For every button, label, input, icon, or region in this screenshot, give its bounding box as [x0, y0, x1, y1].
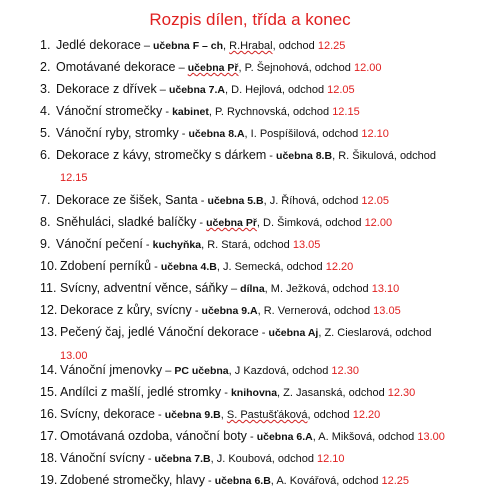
departure-time: 12.25 — [381, 475, 410, 487]
item-text — [56, 237, 320, 253]
separator: - — [142, 239, 153, 251]
item-text — [60, 429, 445, 445]
item-text — [60, 303, 401, 319]
departure-label: , odchod — [281, 84, 328, 96]
departure-label: , odchod — [307, 409, 353, 421]
teacher-name: A. Mikšová — [318, 431, 373, 443]
separator: , — [223, 40, 230, 52]
room-name: kuchyňka — [152, 239, 202, 251]
item-number: 1. — [40, 38, 51, 52]
item-number: 10. — [40, 259, 58, 273]
separator: , — [238, 62, 245, 74]
teacher-name: J. Říhová — [269, 195, 317, 207]
teacher-name: Z. Jasanská — [283, 387, 343, 399]
separator: , — [225, 84, 232, 96]
departure-label: , odchod — [393, 150, 437, 162]
item-text — [56, 148, 436, 164]
departure-time: 12.20 — [352, 409, 381, 421]
item-text — [56, 104, 360, 120]
workshop-name: Vánoční jmenovky — [60, 363, 163, 377]
departure-time: 12.00 — [364, 217, 393, 229]
item-text — [60, 385, 415, 401]
workshop-name: Svícny, adventní věnce, sáňky — [60, 281, 228, 295]
workshop-name: Dekorace z kávy, stromečky s dárkem — [56, 148, 267, 162]
separator: , — [216, 261, 223, 273]
room-name: učebna 5.B — [207, 195, 264, 207]
workshop-name: Zdobené stromečky, hlavy — [60, 473, 205, 487]
separator: , — [244, 128, 251, 140]
workshop-name: Dekorace z dřívek — [56, 82, 157, 96]
workshop-name: Zdobení perníků — [60, 259, 152, 273]
departure-label: , odchod — [372, 431, 418, 443]
workshop-name: Vánoční ryby, stromky — [56, 126, 179, 140]
item-number: 8. — [40, 215, 51, 229]
workshop-name: Jedlé dekorace — [56, 38, 141, 52]
departure-time: 13.00 — [60, 350, 88, 362]
item-text — [60, 451, 345, 467]
item-number: 12. — [40, 303, 58, 317]
workshop-name: Svícny, dekorace — [60, 407, 155, 421]
departure-time: 13.05 — [292, 239, 321, 251]
departure-time: 13.10 — [371, 283, 400, 295]
departure-time: 12.30 — [387, 387, 416, 399]
separator: - — [204, 475, 215, 487]
separator: , — [201, 239, 208, 251]
separator: , — [264, 283, 271, 295]
teacher-name: R. Šikulová — [338, 150, 394, 162]
departure-time: 12.15 — [332, 106, 360, 118]
room-name: kabinet — [172, 106, 209, 118]
room-name: učebna F – ch — [153, 40, 224, 52]
departure-label: , odchod — [247, 239, 293, 251]
workshop-name: Andílci z mašlí, jedlé stromky — [60, 385, 222, 399]
item-number: 13. — [40, 325, 58, 339]
separator: , — [220, 409, 227, 421]
departure-label: , odchod — [336, 475, 382, 487]
departure-label: , odchod — [326, 283, 372, 295]
room-name: knihovna — [230, 387, 278, 399]
teacher-name: J. Koubová — [216, 453, 272, 465]
item-text — [56, 126, 389, 142]
departure-label: , odchod — [308, 62, 354, 74]
separator: , — [270, 475, 277, 487]
item-number: 14. — [40, 363, 58, 377]
separator: , — [208, 106, 215, 118]
item-text — [60, 363, 359, 379]
item-number: 18. — [40, 451, 58, 465]
separator: - — [197, 195, 208, 207]
item-number: 5. — [40, 126, 51, 140]
teacher-name: A. Kovářová — [276, 475, 337, 487]
separator: , — [228, 365, 235, 377]
separator: , — [332, 150, 339, 162]
departure-time: 12.20 — [325, 261, 354, 273]
separator: – — [227, 283, 241, 295]
room-name: učebna Př — [206, 217, 257, 229]
room-name: učebna 7.A — [168, 84, 225, 96]
separator: - — [246, 431, 257, 443]
departure-time: 12.10 — [361, 128, 389, 140]
departure-label: , odchod — [327, 305, 374, 317]
item-text — [56, 60, 381, 76]
separator: - — [196, 217, 207, 229]
workshop-name: Omotávaná ozdoba, vánoční boty — [60, 429, 247, 443]
teacher-name: R. Vernerová — [263, 305, 328, 317]
separator: - — [266, 150, 277, 162]
separator: – — [156, 84, 169, 96]
item-text — [60, 407, 380, 423]
room-name: učebna Př — [187, 62, 239, 74]
separator: - — [221, 387, 231, 399]
workshop-name: Vánoční svícny — [60, 451, 145, 465]
teacher-name: J Kazdová — [234, 365, 287, 377]
departure-time: 13.05 — [373, 305, 401, 317]
departure-label: , odchod — [280, 261, 326, 273]
item-number: 15. — [40, 385, 58, 399]
departure-time: 12.10 — [317, 453, 345, 465]
teacher-name: R. Stará — [207, 239, 248, 251]
separator: - — [144, 453, 155, 465]
separator: - — [191, 305, 202, 317]
departure-time: 12.25 — [317, 40, 346, 52]
teacher-name: R.Hrabal — [229, 40, 273, 52]
document-title: Rozpis dílen, třída a konec — [149, 10, 351, 29]
separator: , — [263, 195, 270, 207]
room-name: učebna 6.A — [256, 431, 313, 443]
separator: - — [154, 409, 165, 421]
teacher-name: J. Semecká — [222, 261, 281, 273]
teacher-name: S. Pastušťáková — [226, 409, 308, 421]
item-number: 3. — [40, 82, 51, 96]
departure-label: , odchod — [271, 453, 318, 465]
item-text — [56, 82, 355, 98]
departure-label: , odchod — [286, 106, 333, 118]
departure-label: , odchod — [319, 217, 365, 229]
departure-time: 12.05 — [361, 195, 389, 207]
teacher-name: P. Šejnohová — [244, 62, 309, 74]
separator: , — [277, 387, 284, 399]
departure-label: , odchod — [286, 365, 332, 377]
separator: – — [162, 365, 175, 377]
departure-time: 12.00 — [353, 62, 382, 74]
departure-time: 12.30 — [331, 365, 359, 377]
separator: – — [175, 62, 188, 74]
room-name: učebna 8.B — [276, 150, 333, 162]
separator: - — [162, 106, 173, 118]
room-name: učebna 9.A — [201, 305, 258, 317]
separator: , — [257, 305, 264, 317]
room-name: PC učebna — [174, 365, 229, 377]
item-number: 16. — [40, 407, 58, 421]
separator: , — [210, 453, 217, 465]
item-number: 11. — [40, 281, 57, 295]
room-name: učebna 6.B — [214, 475, 271, 487]
item-number: 17. — [40, 429, 58, 443]
departure-label: , odchod — [316, 128, 362, 140]
separator: , — [312, 431, 319, 443]
departure-label: , odchod — [316, 195, 362, 207]
departure-label: , odchod — [389, 327, 432, 339]
room-name: učebna 7.B — [154, 453, 211, 465]
teacher-name: I. Pospíšilová — [250, 128, 317, 140]
teacher-name: D. Šimková — [263, 217, 320, 229]
workshop-name: Sněhuláci, sladké balíčky — [56, 215, 197, 229]
room-name: učebna 9.B — [164, 409, 221, 421]
teacher-name: P. Rychnovská — [214, 106, 287, 118]
workshop-name: Vánoční stromečky — [56, 104, 163, 118]
workshop-name: Dekorace z kůry, svícny — [60, 303, 192, 317]
workshop-name: Pečený čaj, jedlé Vánoční dekorace — [60, 325, 259, 339]
workshop-name: Vánoční pečení — [56, 237, 143, 251]
item-number: 7. — [40, 193, 51, 207]
room-name: dílna — [240, 283, 265, 295]
teacher-name: M. Ježková — [270, 283, 327, 295]
workshop-name: Omotávané dekorace — [56, 60, 176, 74]
departure-label: , odchod — [272, 40, 318, 52]
item-number: 6. — [40, 148, 51, 162]
separator: - — [178, 128, 189, 140]
item-text — [60, 325, 431, 341]
room-name: učebna 4.B — [160, 261, 217, 273]
departure-time: 12.15 — [60, 172, 88, 184]
room-name: učebna Aj — [268, 327, 319, 339]
departure-label: , odchod — [342, 387, 388, 399]
item-number: 4. — [40, 104, 51, 118]
item-text — [60, 473, 409, 489]
item-number: 9. — [40, 237, 51, 251]
room-name: učebna 8.A — [188, 128, 245, 140]
item-number: 19. — [40, 473, 58, 487]
separator: - — [258, 327, 269, 339]
teacher-name: D. Hejlová — [231, 84, 282, 96]
item-number: 2. — [40, 60, 51, 74]
item-text — [60, 259, 353, 275]
separator: - — [151, 261, 161, 273]
departure-time: 12.05 — [327, 84, 355, 96]
teacher-name: Z. Cieslarová — [324, 327, 390, 339]
separator: – — [140, 40, 154, 52]
item-text — [56, 215, 392, 231]
item-text — [60, 281, 399, 297]
item-text — [56, 38, 345, 54]
departure-time: 13.00 — [417, 431, 445, 443]
separator: , — [318, 327, 325, 339]
workshop-name: Dekorace ze šišek, Santa — [56, 193, 198, 207]
separator: , — [256, 217, 264, 229]
item-text — [56, 193, 389, 209]
